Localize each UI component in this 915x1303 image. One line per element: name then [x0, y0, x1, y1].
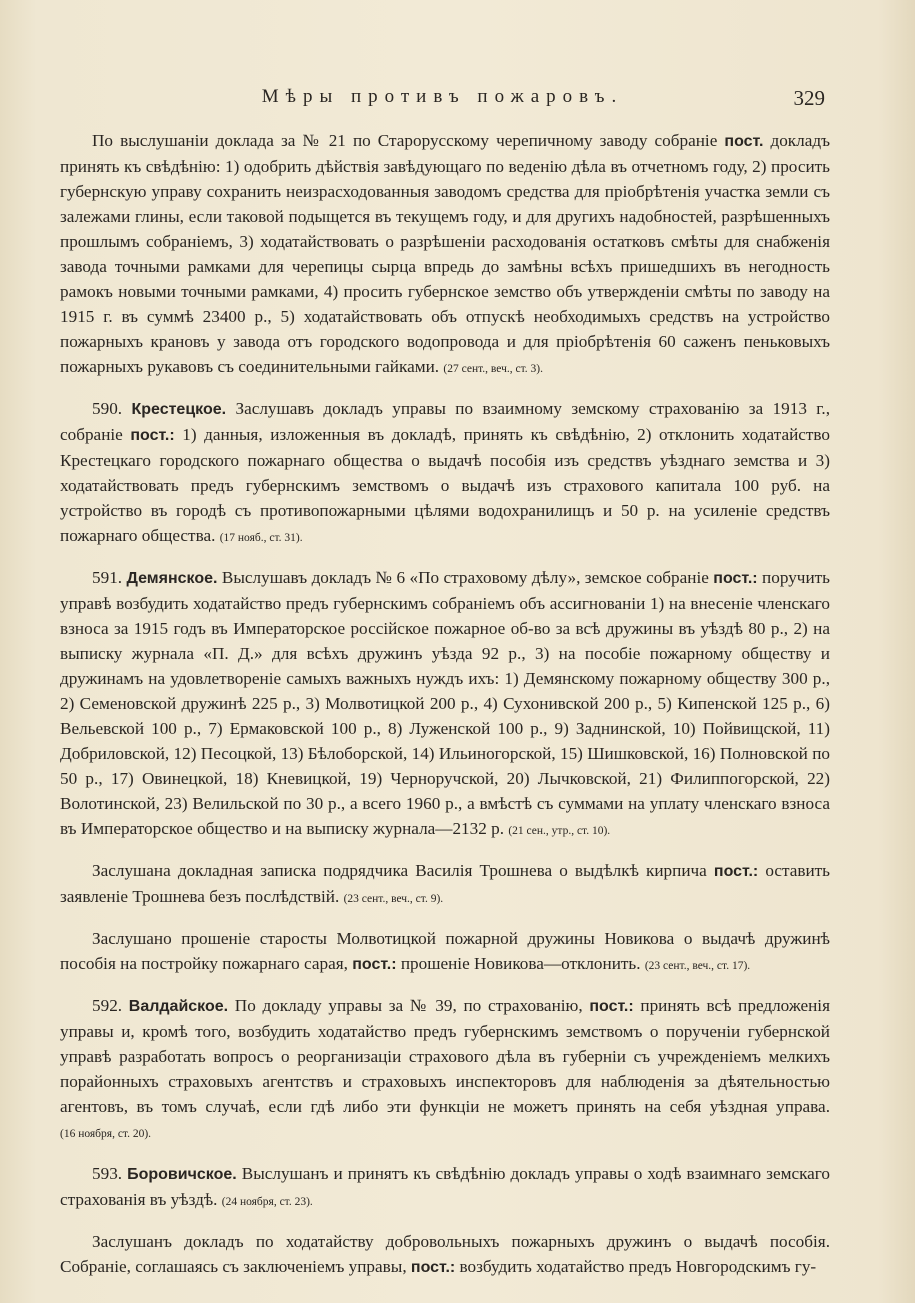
paragraph-590-krestetskoe: [60, 396, 830, 551]
paragraph-text: оставить заявленіе Трошнева безъ послѣдствій.: [60, 861, 830, 906]
session-reference: (16 ноября, ст. 20).: [60, 1128, 152, 1140]
resolution-word: пост.:: [713, 863, 759, 880]
running-title: Мѣры противъ пожаровъ.: [261, 86, 624, 107]
resolution-word: пост.:: [130, 427, 175, 444]
resolution-word: пост.:: [589, 998, 634, 1015]
resolution-word: пост.:: [410, 1259, 456, 1276]
district-name: Демянское.: [126, 570, 218, 587]
paragraph-troshnev: [60, 858, 830, 912]
paragraph-novikov: [60, 926, 830, 979]
session-reference: (23 сент., веч., ст. 17).: [644, 960, 751, 972]
paragraph-text: Выслушанъ и принятъ къ свѣдѣнію докладъ управы о ходѣ взаимнаго земскаго страхованія въ уѣздѣ.: [60, 1164, 831, 1209]
paragraph-text: 1) данныя, изложенныя въ докладѣ, принять къ свѣдѣнію, 2) отклонить ходатайство Крестецкаго городского пожарнаго общества о выдачѣ пособія изъ средствъ уѣзднаго земства и 3) ходатайствовать предъ губернскимъ земствомъ о выдачѣ изъ страхового капитала 100 руб. на устройство въ городѣ съ противопожарными цѣлями водохранилищъ и 50 р. на усиленіе средствъ пожарнаго общества.: [60, 425, 831, 545]
item-number: 590.: [92, 399, 132, 418]
resolution-word: пост.:: [352, 956, 397, 973]
page-header: [60, 86, 825, 110]
item-number: 593.: [92, 1164, 128, 1183]
resolution-word: пост.:: [713, 570, 758, 587]
session-reference: (27 сент., веч., ст. 3).: [443, 363, 543, 375]
session-reference: (23 сент., веч., ст. 9).: [343, 893, 444, 905]
paragraph-text: По докладу управы за № 39, по страхованію,: [228, 996, 590, 1015]
session-reference: (24 ноября, ст. 23).: [221, 1196, 313, 1208]
paragraph-text: принять всѣ предложенія управы и, кромѣ того, возбудить ходатайство предъ губернскимъ земствомъ о порученіи губернской управѣ разработать вопросъ о реорганизаціи страхового дѣла въ губерніи съ учрежденіемъ мелкихъ порайонныхъ страховыхъ агентствъ и страховыхъ инспекторовъ для наблюденія за дѣятельностью агентовъ, въ томъ случаѣ, если гдѣ либо эти функціи не можетъ принять на себя уѣздная управа.: [60, 996, 830, 1116]
paragraph-text: докладъ принять къ свѣдѣнію: 1) одобрить дѣйствія завѣдующаго по веденію дѣла въ отчетномъ году, 2) просить губернскую управу сохранить неизрасходованныя заводомъ средства для пріобрѣтенія участка земли съ залежами глины, если таковой подыщется въ текущемъ году, и для другихъ надобностей, разрѣшенныхъ прошлымъ собраніемъ, 3) ходатайствовать о разрѣшеніи расходованія остатковъ смѣты для снабженія завода точными рамками для черепицы сырца впредь до замѣны всѣхъ пришедшихъ въ негодность рамокъ новыми точными рамками, 4) просить губернское земство объ утвержденіи смѣты по заводу на 1915 г. въ суммѣ 23400 р., 5) ходатайствовать объ отпускѣ необходимыхъ средствъ на устройство пожарныхъ крановъ у завода отъ городского водопровода и для пріобрѣтенія 60 саженъ пеньковыхъ пожарныхъ рукавовъ съ соединительными гайками.: [60, 131, 831, 376]
document-body: [60, 128, 830, 1294]
district-name: Боровичское.: [127, 1166, 237, 1183]
paragraph-text: Заслушана докладная записка подрядчика Василія Трошнева о выдѣлкѣ кирпича: [92, 861, 714, 880]
paragraph-593-borovichskoe: [60, 1161, 830, 1215]
paragraph-591-demyanskoe: [60, 565, 830, 844]
page-number: 329: [793, 86, 825, 110]
session-reference: (21 сен., утр., ст. 10).: [508, 825, 611, 837]
item-number: 592.: [92, 996, 129, 1015]
paragraph-text: поручить управѣ возбудить ходатайство предъ губернскимъ собраніемъ объ ассигнованіи 1) на внесеніе членскаго взноса за 1915 годъ въ Императорское россійское пожарное об-во за всѣ дружины въ уѣздѣ 80 р., 2) на выписку журнала «П. Д.» для всѣхъ дружинъ уѣзда 92 р., 3) на пособіе пожарному обществу и дружинамъ на удовлетвореніе самыхъ важныхъ нуждъ ихъ: 1) Демянскому пожарному обществу 300 р., 2) Семеновской дружинѣ 225 р., 3) Молвотицкой 200 р., 4) Сухонивской 200 р., 5) Кипенской 125 р., 6) Вельевской 100 р., 7) Ермаковской 100 р., 8) Луженской 100 р., 9) Заднинской, 10) Пойвищской, 11) Добриловской, 12) Песоцкой, 13) Бѣлоборской, 14) Ильиногорской, 15) Шишковской, 16) Полновской по 50 р., 17) Овинецкой, 18) Кневицкой, 19) Черноручской, 20) Лычковской, 21) Филиппогорской, 22) Волотинской, 23) Велильской по 30 р., а всего 1960 р., а вмѣстѣ съ суммами на уплату членскаго взноса въ Императорское общество и на выписку журнала—2132 р.: [60, 568, 830, 838]
paragraph-text: Заслушано прошеніе старосты Молвотицкой пожарной дружины Новикова о выдачѣ дружинѣ пособія на постройку пожарнаго сарая,: [60, 929, 830, 973]
paragraph-volunteer-brigades: [60, 1229, 830, 1280]
paragraph-text: Заслушанъ докладъ по ходатайству добровольныхъ пожарныхъ дружинъ о выдачѣ пособія. Собраніе, соглашаясь съ заключеніемъ управы,: [60, 1232, 830, 1276]
paragraph-592-valdayskoe: [60, 993, 830, 1147]
paragraph-text: Заслушавъ докладъ управы по взаимному земскому страхованію за 1913 г., собраніе: [60, 399, 830, 444]
resolution-word: пост.: [724, 133, 764, 150]
paragraph-text: прошеніе Новикова—отклонить.: [396, 954, 641, 973]
paragraph-text: Выслушавъ докладъ № 6 «По страховому дѣлу», земское собраніе: [217, 568, 714, 587]
session-reference: (17 нояб., ст. 31).: [219, 532, 303, 544]
paragraph-starorussky: [60, 128, 830, 382]
item-number: 591.: [92, 568, 127, 587]
district-name: Валдайское.: [128, 998, 229, 1015]
paragraph-text: По выслушаніи доклада за № 21 по Старорусскому черепичному заводу собраніе: [92, 131, 725, 150]
paragraph-text: возбудить ходатайство предъ Новгородскимъ гу-: [455, 1257, 817, 1276]
district-name: Крестецкое.: [131, 401, 227, 418]
